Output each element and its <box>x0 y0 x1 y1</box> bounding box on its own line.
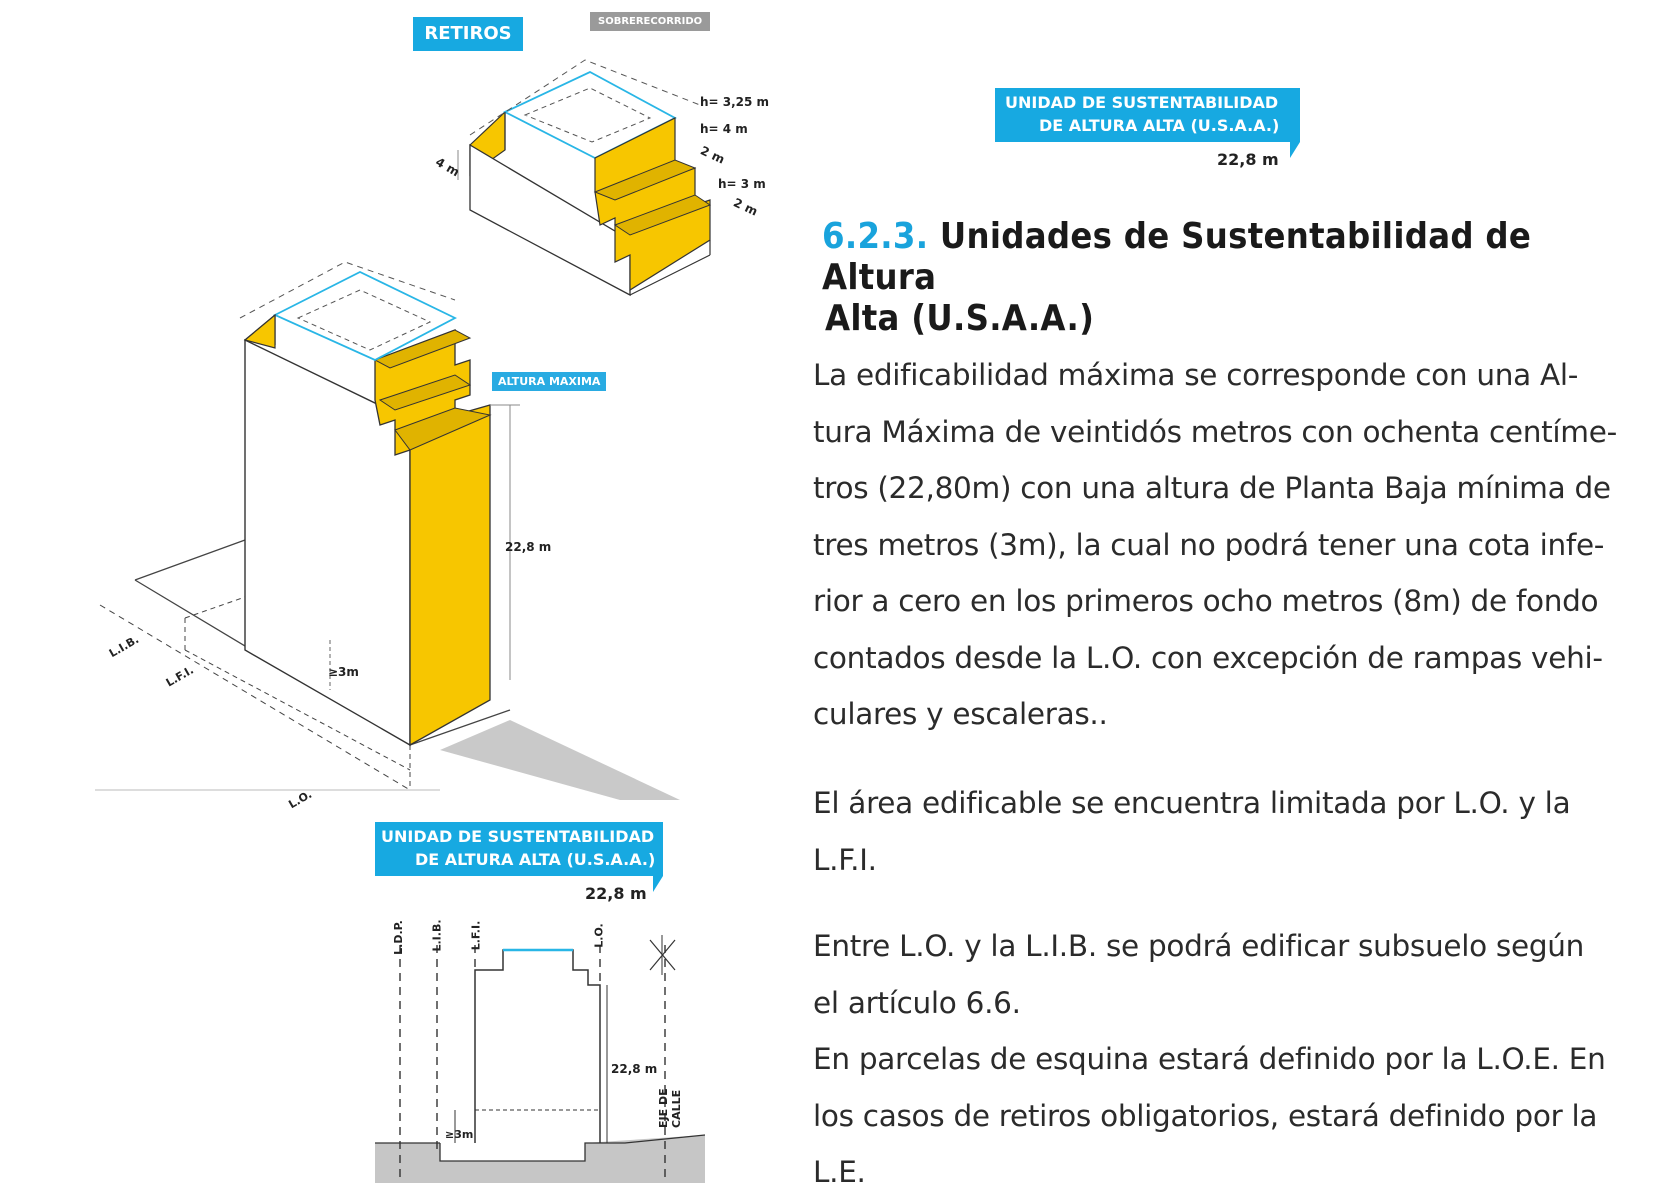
section-lfi: L.F.I. <box>469 920 483 951</box>
p3-line: L.E. <box>813 1155 866 1189</box>
section-height-dim: 22,8 m <box>611 1062 658 1076</box>
axonometric-drawing <box>0 0 800 820</box>
section-ldp: L.D.P. <box>391 920 405 955</box>
dim-2m-a: 2 m <box>698 143 727 167</box>
section-street-axis: EJE DE CALLE <box>657 1088 683 1128</box>
p3-line: el artículo 6.6. <box>813 985 1021 1020</box>
article-paragraph-3 <box>813 918 1643 1201</box>
section-lib: L.I.B. <box>430 919 444 952</box>
retiros-label: RETIROS <box>413 17 523 51</box>
line-lfi: L.F.I. <box>163 663 196 690</box>
article-title <box>822 216 1642 298</box>
sobrerecorrido-label: SOBRERECORRIDO <box>590 12 710 31</box>
badge-top-height: 22,8 m <box>1217 150 1279 169</box>
section-lo: L.O. <box>592 923 606 948</box>
dim-h-3: h= 3 m <box>718 177 766 191</box>
p1-line: rior a cero en los primeros ocho metros (8m) de fondo <box>813 584 1599 618</box>
p3-line: En parcelas de esquina estará definido por la L.O.E. En <box>813 1042 1606 1076</box>
p3-line: Entre L.O. y la L.I.B. se podrá edificar subsuelo según <box>813 929 1585 963</box>
section-ground-dim: ≥3m <box>445 1128 474 1141</box>
article-title-line1: Unidades de Sustentabilidad de Altura <box>822 216 1532 298</box>
p1-line: La edificabilidad máxima se corresponde con una Al- <box>813 358 1579 392</box>
height-dim: 22,8 m <box>505 540 552 554</box>
section-diagram <box>375 905 705 1195</box>
axonometric-diagram <box>0 0 800 820</box>
line-lo: L.O. <box>286 787 315 812</box>
dim-2m-b: 2 m <box>731 195 760 219</box>
badge-bottom-line2: DE ALTURA ALTA (U.S.A.A.) <box>415 850 656 869</box>
p1-line: tros (22,80m) con una altura de Planta Baja mínima de <box>813 471 1611 505</box>
line-lib: L.I.B. <box>106 632 142 661</box>
article-paragraph-2 <box>813 775 1643 888</box>
p1-line: tres metros (3m), la cual no podrá tener una cota infe- <box>813 527 1605 562</box>
article-title-line2: Alta (U.S.A.A.) <box>825 298 1095 339</box>
dim-h-4: h= 4 m <box>700 122 748 136</box>
badge-bottom-line1: UNIDAD DE SUSTENTABILIDAD <box>381 827 655 846</box>
p2-line: L.F.I. <box>813 842 877 877</box>
p2-line: El área edificable se encuentra limitada por L.O. y la <box>813 786 1571 820</box>
usaa-badge-top <box>995 88 1305 178</box>
p1-line: culares y escaleras.. <box>813 697 1108 731</box>
badge-top-line1: UNIDAD DE SUSTENTABILIDAD <box>1005 93 1279 112</box>
dim-depth-4m: 4 m <box>433 154 462 180</box>
altura-maxima-label: ALTURA MAXIMA <box>492 372 606 391</box>
article-number: 6.2.3. <box>822 216 929 257</box>
dim-h-325: h= 3,25 m <box>700 95 770 109</box>
usaa-badge-bottom <box>375 822 675 912</box>
p1-line: tura Máxima de veintidós metros con ochenta centíme- <box>813 414 1617 449</box>
article-paragraph-1 <box>813 347 1643 743</box>
p3-line: los casos de retiros obligatorios, estará definido por la <box>813 1098 1598 1133</box>
p1-line: contados desde la L.O. con excepción de rampas vehi- <box>813 640 1603 675</box>
badge-bottom-height: 22,8 m <box>585 884 647 903</box>
ground-dim: ≥3m <box>328 665 359 679</box>
badge-top-line2: DE ALTURA ALTA (U.S.A.A.) <box>1039 116 1280 135</box>
section-drawing <box>375 905 705 1195</box>
